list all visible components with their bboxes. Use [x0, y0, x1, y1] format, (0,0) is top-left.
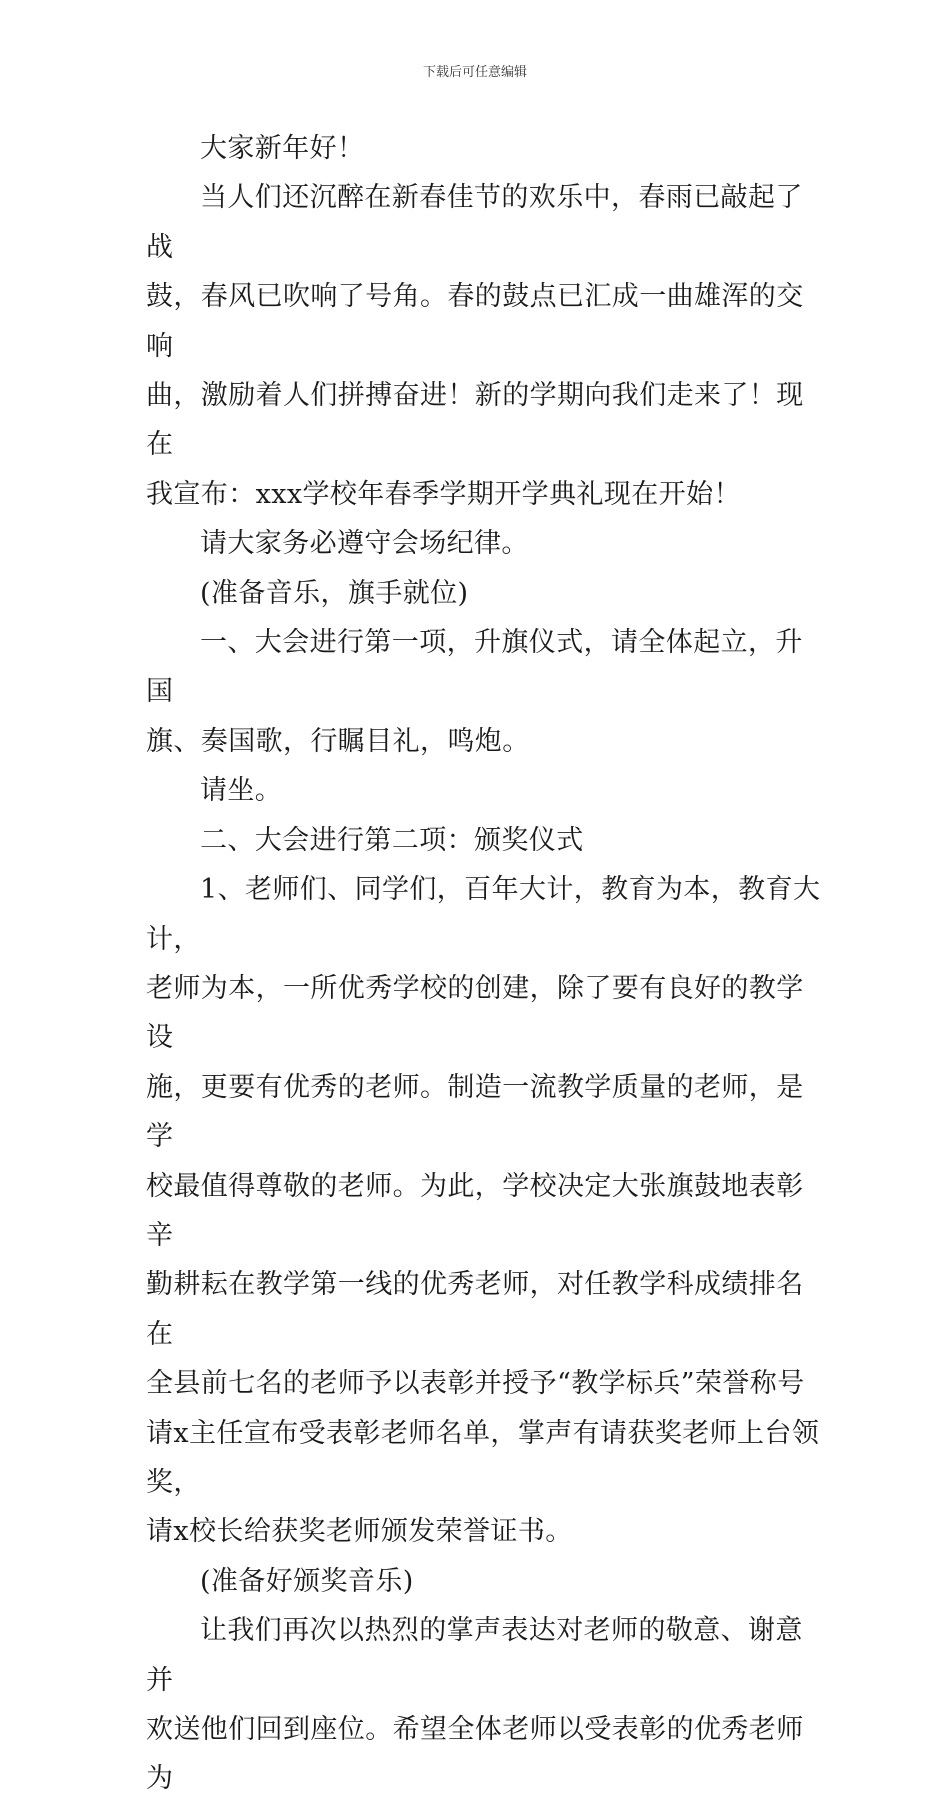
paragraph-award-speech: 1、老师们、同学们，百年大计，教育为本，教育大计， 老师为本，一所优秀学校的创建，除了要有良好的教学设 施，更要有优秀的老师。制造一流教学质量的老师，是学 校最值得尊敬的老师。为此，学校决定大张旗鼓地表彰辛 勤耕耘在教学第一线的优秀老师，对任教学科成绩排名在 全县前七名的老师予以表彰并授予“教学标兵”荣誉称号 请x主任宣布受表彰老师名单，掌声有请获奖老师上台领奖， 请x校长给获奖老师颁发荣誉证书。: [146, 874, 821, 1548]
paragraph-award-music: (准备好颁奖音乐): [200, 1565, 414, 1597]
paragraph-music-note: (准备音乐，旗手就位): [200, 577, 469, 609]
paragraph-item-two: 二、大会进行第二项：颁奖仪式: [200, 824, 584, 856]
paragraph-discipline: 请大家务必遵守会场纪律。: [200, 528, 529, 560]
paragraph-applause: 让我们再次以热烈的掌声表达对老师的敬意、谢意并 欢送他们回到座位。希望全体老师以受表彰的优秀老师为: [146, 1615, 804, 1795]
paragraph-please-sit: 请坐。: [200, 775, 283, 807]
paragraph-item-one: 一、大会进行第一项，升旗仪式，请全体起立，升国 旗、奏国歌，行瞩目礼，鸣炮。: [146, 627, 803, 757]
paragraph-greeting: 大家新年好！: [200, 133, 365, 164]
paragraph-opening: 当人们还沉醉在新春佳节的欢乐中，春雨已敲起了战 鼓，春风已吹响了号角。春的鼓点已汇成一曲雄浑的交响 曲，激励着人们拼搏奋进！新的学期向我们走来了！现在 我宣布：xxx学校年春季学期开学典礼现在开始！: [146, 182, 804, 510]
document-body: [146, 124, 826, 1804]
page-header-note: 下载后可任意编辑: [422, 65, 527, 80]
